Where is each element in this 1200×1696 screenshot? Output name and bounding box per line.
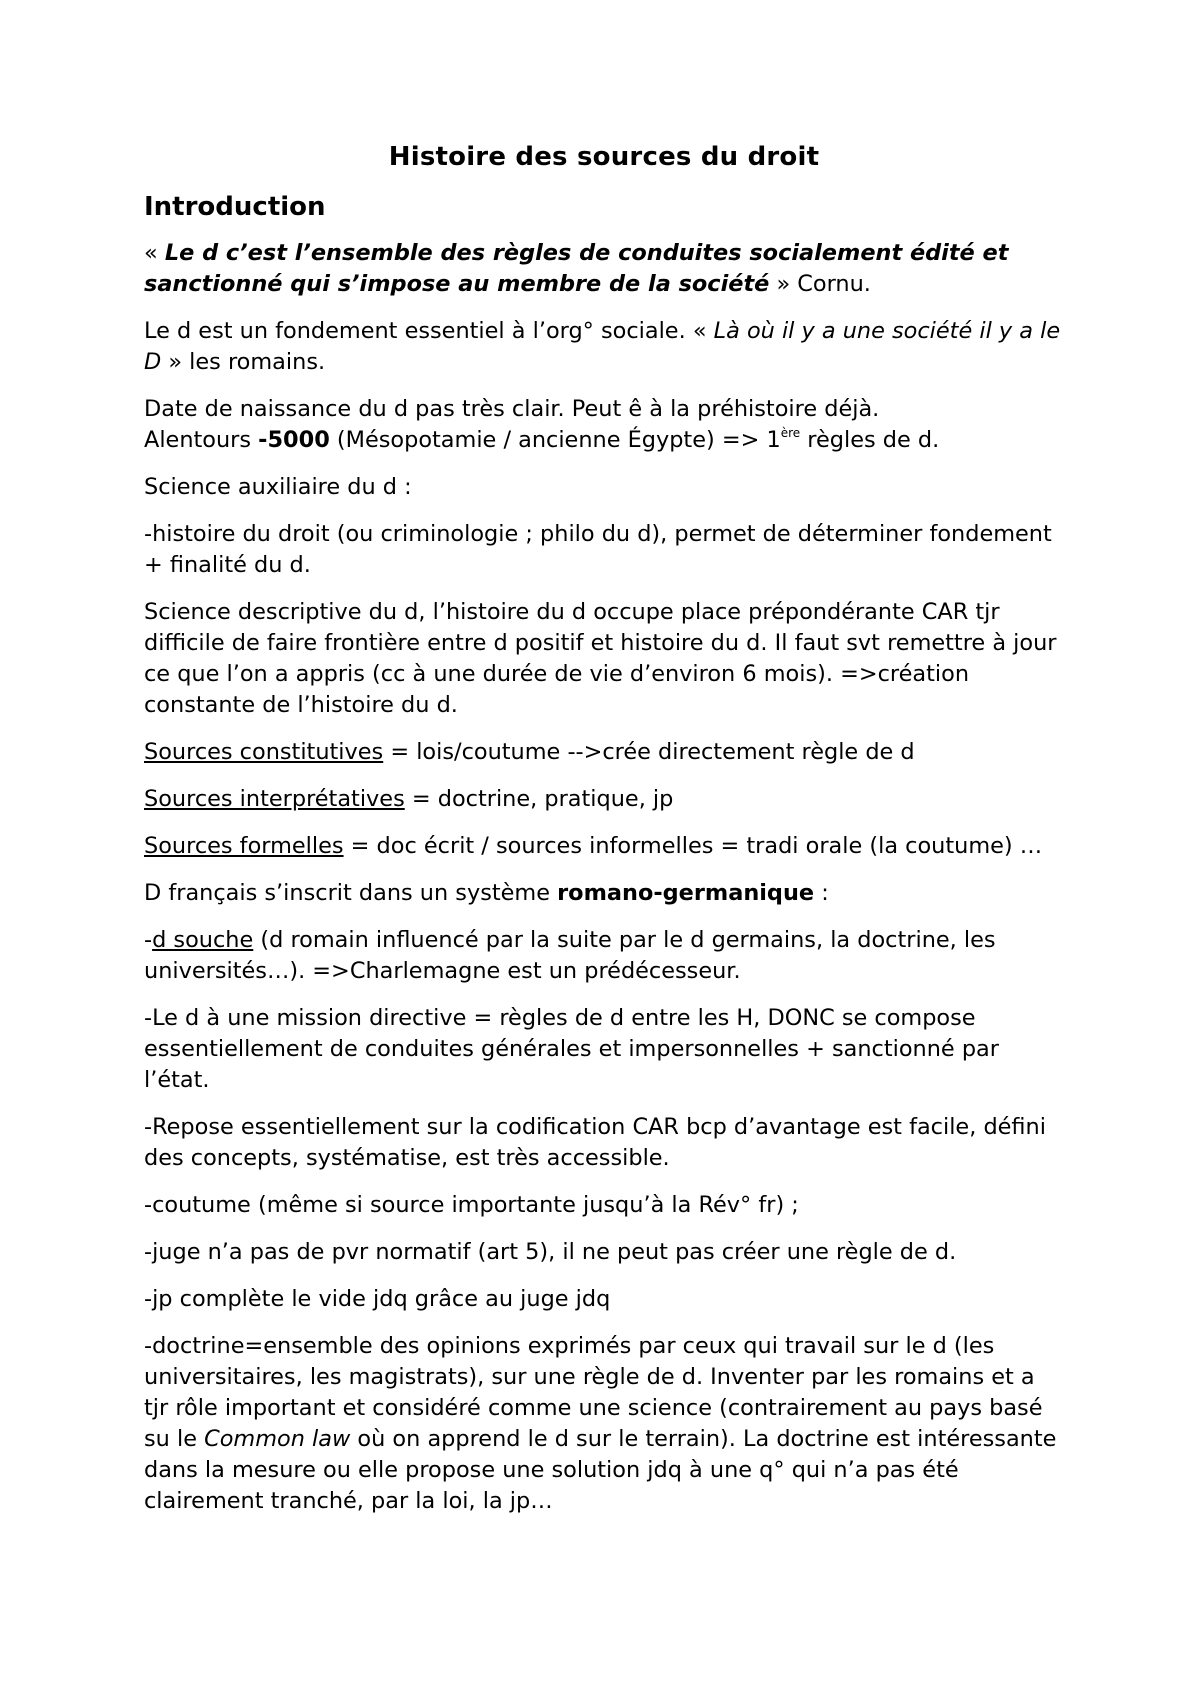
quote-text: Là où il y a une société il y a le D	[144, 318, 1061, 375]
paragraph-fondement: Le d est un fondement essentiel à l’org° sociale. « Là où il y a une société il y a le D » les romains.	[144, 318, 1061, 375]
paragraph-histoire-droit: -histoire du droit (ou criminologie ; philo du d), permet de déterminer fondement + finalité du d.	[144, 521, 1052, 578]
document-title: Histoire des sources du droit	[388, 142, 820, 172]
quote-text: Le d c’est l’ensemble des règles de conduites socialement édité et sanctionné qui s’impose au membre de la société	[144, 240, 1009, 297]
paragraph-juge: -juge n’a pas de pvr normatif (art 5), il ne peut pas créer une règle de d.	[144, 1239, 957, 1265]
paragraph-coutume: -coutume (même si source importante jusqu’à la Rév° fr) ;	[144, 1192, 799, 1218]
paragraph-science-auxiliaire: Science auxiliaire du d :	[144, 474, 412, 500]
paragraph-systeme: D français s’inscrit dans un système romano-germanique :	[144, 880, 829, 906]
paragraph-cornu-definition: « Le d c’est l’ensemble des règles de conduites socialement édité et sanctionné qui s’impose au membre de la société » Cornu.	[144, 240, 1009, 297]
section-heading: Introduction	[144, 192, 326, 222]
paragraph-jp: -jp complète le vide jdq grâce au juge jdq	[144, 1286, 611, 1312]
paragraph-sources-formelles: Sources formelles = doc écrit / sources informelles = tradi orale (la coutume) …	[144, 833, 1043, 859]
paragraph-science-descriptive: Science descriptive du d, l’histoire du d occupe place prépondérante CAR tjr difficile de faire frontière entre d positif et histoire du d. Il faut svt remettre à jour ce que l’on a appris (cc à une durée de vie d’environ 6 mois). =>création constante de l’histoire du d.	[144, 599, 1057, 718]
paragraph-doctrine: -doctrine=ensemble des opinions exprimés par ceux qui travail sur le d (les universitaires, les magistrats), sur une règle de d. Inventer par les romains et a tjr rôle important et considéré comme une science (contrairement au pays basé su le Common law où on apprend le d sur le terrain). La doctrine est intéressante dans la mesure ou elle propose une solution jdq à une q° qui n’a pas été clairement tranché, par la loi, la jp…	[144, 1333, 1057, 1514]
paragraph-sources-interpretatives: Sources interprétatives = doctrine, pratique, jp	[144, 786, 674, 812]
paragraph-sources-constitutives: Sources constitutives = lois/coutume -->crée directement règle de d	[144, 739, 915, 765]
paragraph-d-souche: -d souche (d romain influencé par la suite par le d germains, la doctrine, les universités…). =>Charlemagne est un prédécesseur.	[144, 927, 996, 984]
paragraph-codification: -Repose essentiellement sur la codification CAR bcp d’avantage est facile, défini des concepts, systématise, est très accessible.	[144, 1114, 1046, 1171]
paragraph-mission-directive: -Le d à une mission directive = règles de d entre les H, DONC se compose essentiellement de conduites générales et impersonnelles + sanctionné par l’état.	[144, 1005, 999, 1093]
paragraph-date-naissance: Date de naissance du d pas très clair. Peut ê à la préhistoire déjà. Alentours -5000 (Mésopotamie / ancienne Égypte) => 1ère règles de d.	[144, 396, 940, 453]
document-body	[144, 138, 1064, 1533]
